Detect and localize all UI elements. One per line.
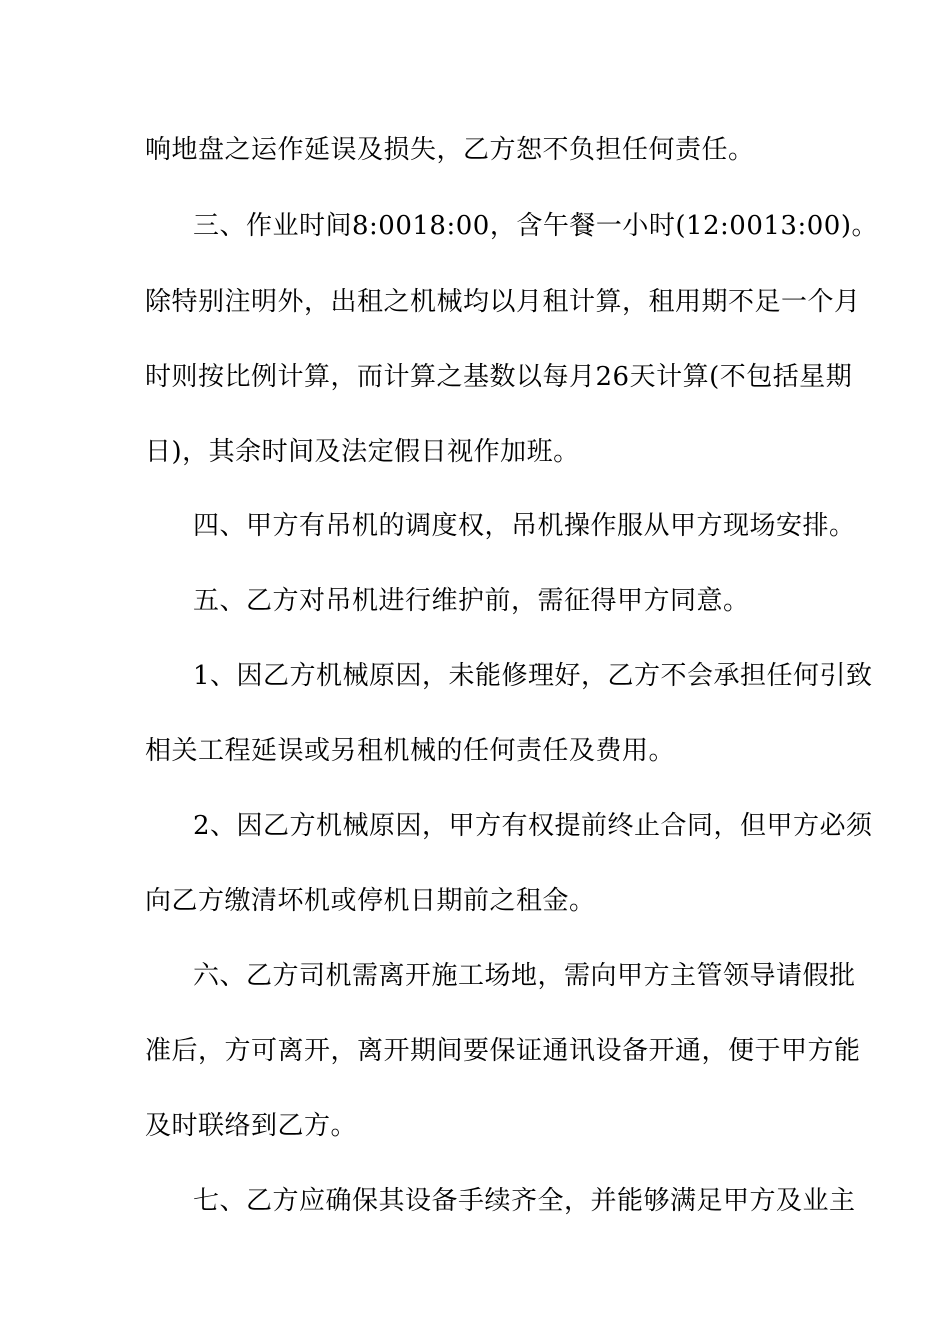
clause-3-line-3: 时则按比例计算，而计算之基数以每月26天计算(不包括星期: [145, 362, 853, 392]
clause-7-line-1: 七、乙方应确保其设备手续齐全，并能够满足甲方及业主: [193, 1186, 856, 1216]
clause-5-line-1: 五、乙方对吊机进行维护前，需征得甲方同意。: [193, 586, 750, 616]
subclause-2-line-2: 向乙方缴清坏机或停机日期前之租金。: [145, 886, 596, 916]
clause-3-line-1: 三、作业时间8:0018:00，含午餐一小时(12:0013:00)。: [193, 211, 878, 241]
clause-3-line-2: 除特别注明外，出租之机械均以月租计算，租用期不足一个月: [145, 287, 861, 317]
subclause-1-line-1: 1、因乙方机械原因，未能修理好，乙方不会承担任何引致: [193, 661, 873, 691]
clause-3-line-4: 日)，其余时间及法定假日视作加班。: [145, 437, 580, 467]
subclause-1-line-2: 相关工程延误或另租机械的任何责任及费用。: [145, 736, 676, 766]
clause-6-line-2: 准后，方可离开，离开期间要保证通讯设备开通，便于甲方能: [145, 1036, 861, 1066]
subclause-2-line-1: 2、因乙方机械原因，甲方有权提前终止合同，但甲方必须: [193, 811, 873, 841]
clause-6-line-3: 及时联络到乙方。: [145, 1111, 358, 1141]
clause-4-line-1: 四、甲方有吊机的调度权，吊机操作服从甲方现场安排。: [193, 511, 856, 541]
text-line-1: 响地盘之运作延误及损失，乙方恕不负担任何责任。: [145, 135, 755, 165]
clause-6-line-1: 六、乙方司机需离开施工场地，需向甲方主管领导请假批: [193, 961, 856, 991]
